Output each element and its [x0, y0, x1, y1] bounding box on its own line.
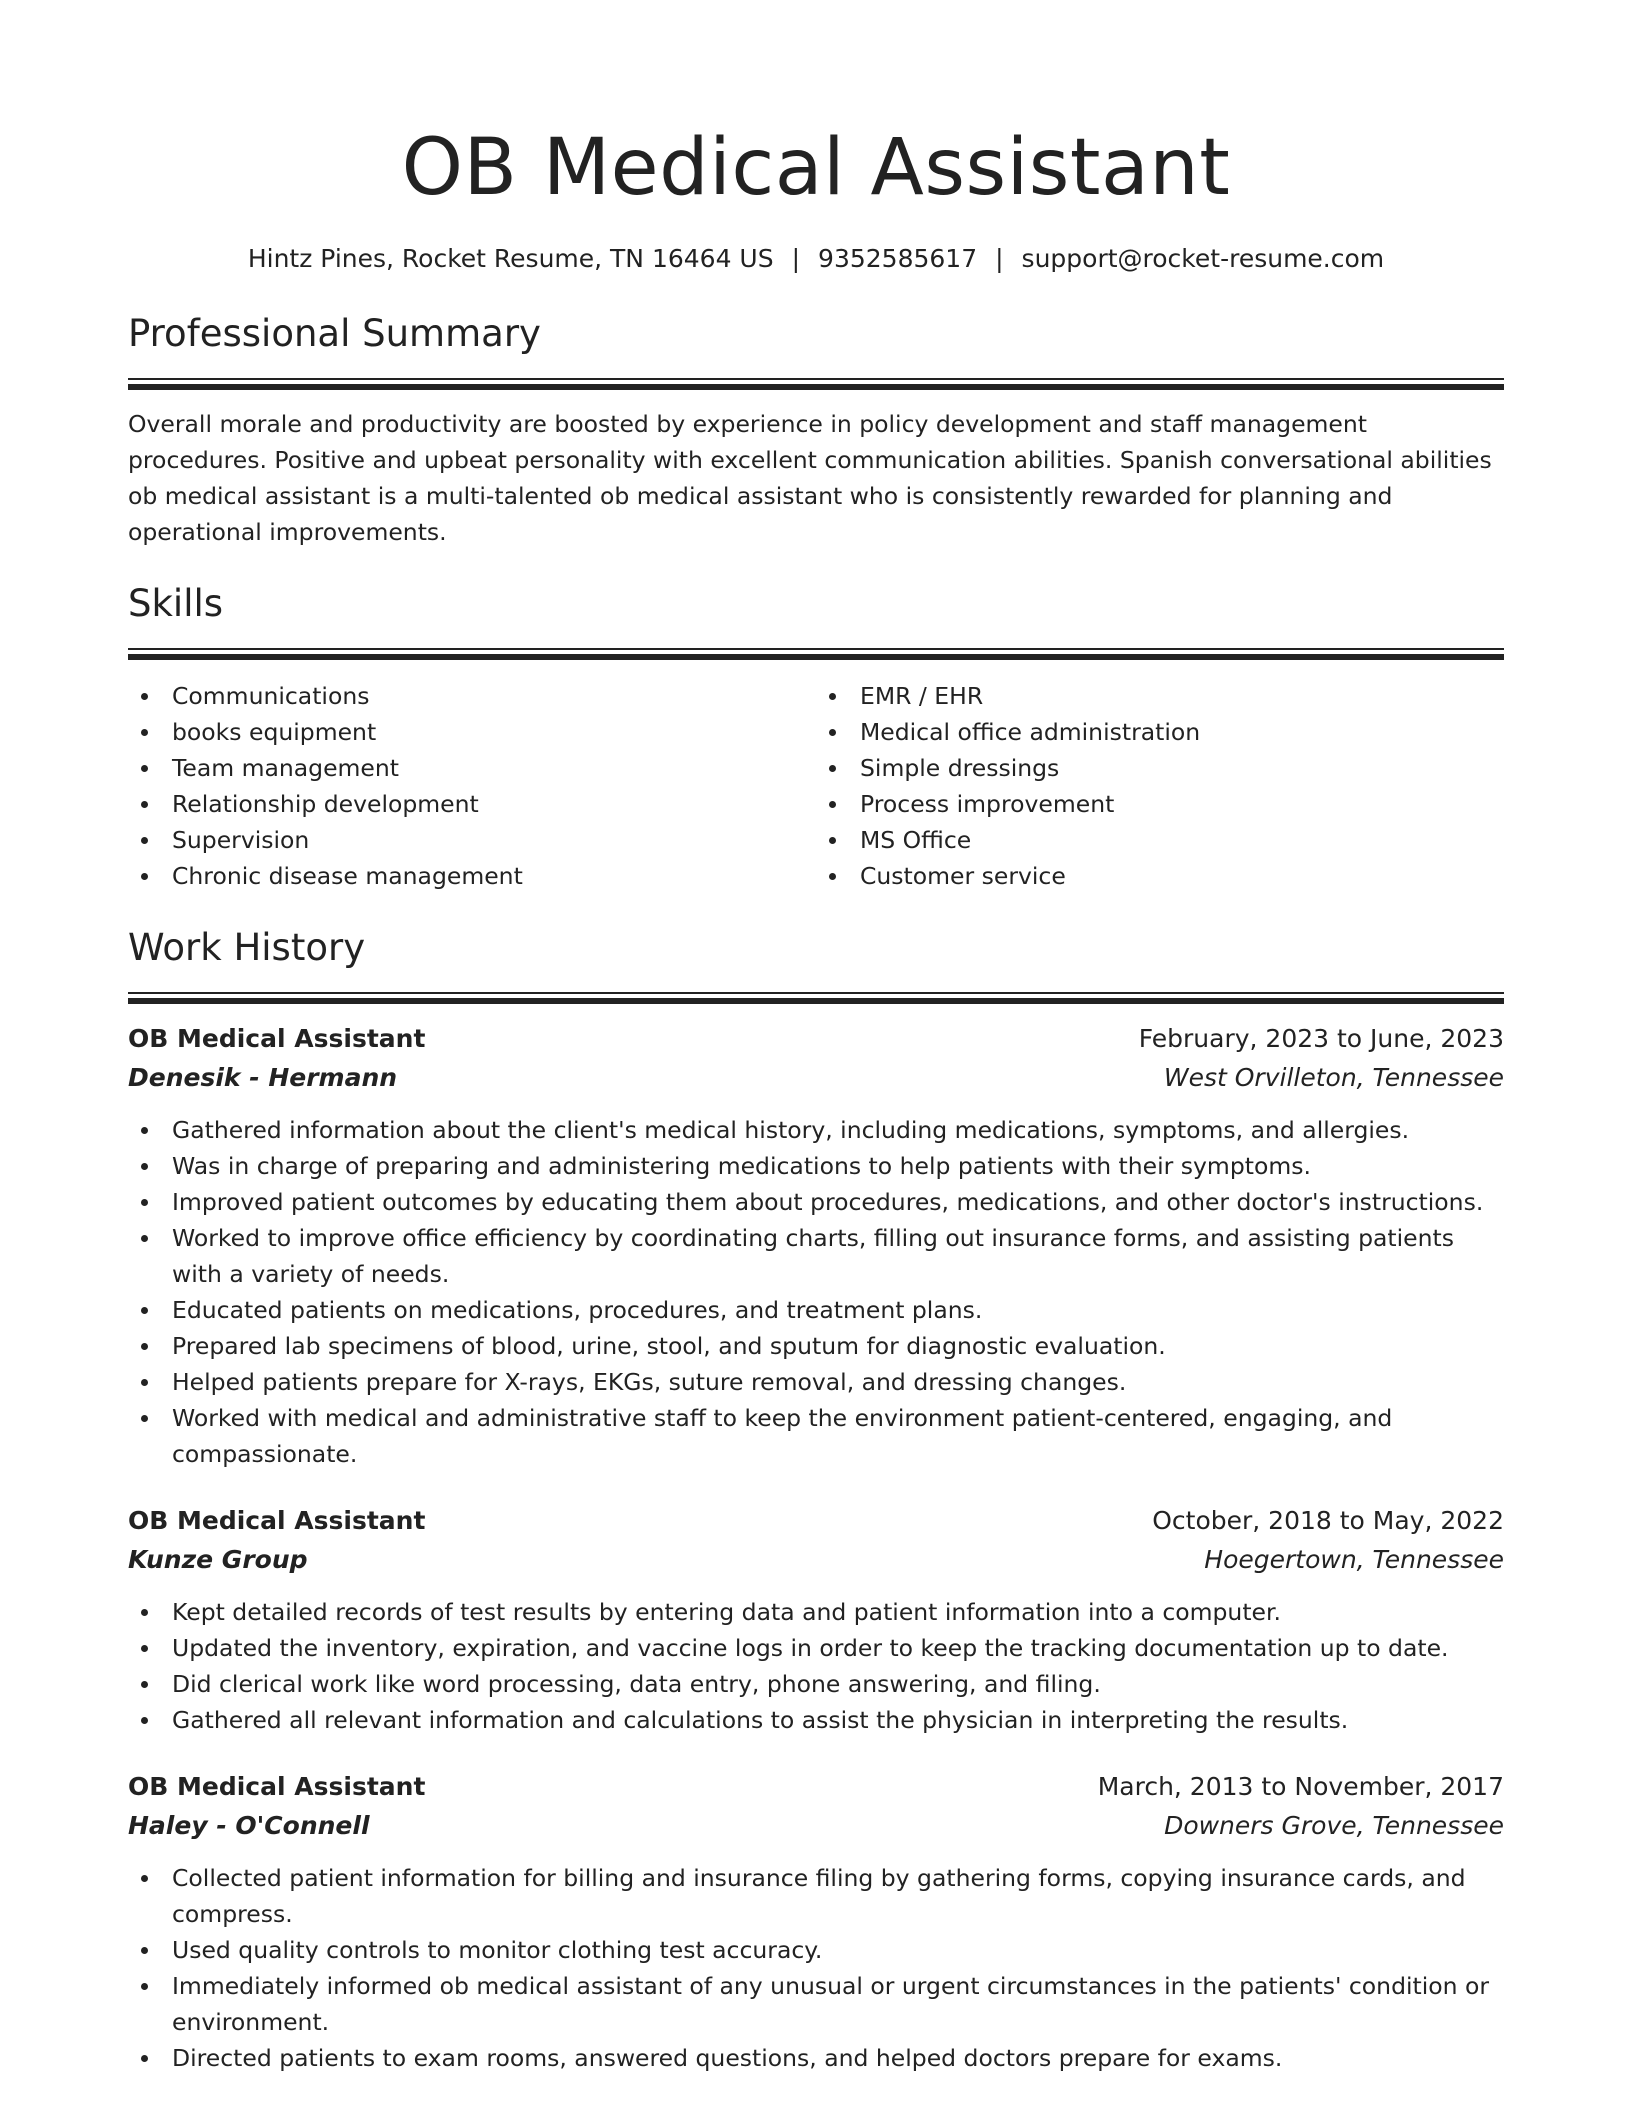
skill-item: Relationship development	[128, 786, 816, 822]
contact-email: support@rocket-resume.com	[1021, 244, 1385, 273]
job-duty: Directed patients to exam rooms, answered questions, and helped doctors prepare for exams.	[128, 2040, 1504, 2076]
job-duty: Helped patients prepare for X-rays, EKGs, suture removal, and dressing changes.	[128, 1364, 1504, 1400]
job-location: Downers Grove, Tennessee	[1164, 1811, 1504, 1840]
summary-heading: Professional Summary	[128, 312, 541, 355]
job-duty: Prepared lab specimens of blood, urine, stool, and sputum for diagnostic evaluation.	[128, 1328, 1504, 1364]
job-entry	[128, 1502, 1504, 1738]
job-title: OB Medical Assistant	[128, 1506, 426, 1535]
contact-line	[128, 242, 1504, 276]
job-duty: Worked with medical and administrative staff to keep the environment patient-centered, engaging, and compassionate.	[128, 1400, 1504, 1472]
job-duty: Updated the inventory, expiration, and vaccine logs in order to keep the tracking documentation up to date.	[128, 1630, 1504, 1666]
contact-separator: |	[995, 244, 1004, 273]
job-subheader	[128, 1540, 1504, 1580]
section-divider	[128, 648, 1504, 660]
job-duty: Was in charge of preparing and administering medications to help patients with their symptoms.	[128, 1148, 1504, 1184]
job-duty: Kept detailed records of test results by entering data and patient information into a computer.	[128, 1594, 1504, 1630]
contact-separator: |	[791, 244, 801, 273]
work-history-heading: Work History	[128, 926, 366, 969]
job-dates: October, 2018 to May, 2022	[1152, 1506, 1504, 1535]
job-company: Denesik - Hermann	[128, 1063, 398, 1092]
job-duties	[128, 1112, 1504, 1472]
job-header	[128, 1768, 1504, 1806]
job-subheader	[128, 1806, 1504, 1846]
section-divider	[128, 992, 1504, 1004]
work-history-section	[128, 924, 1504, 2076]
job-duties	[128, 1594, 1504, 1738]
skills-grid	[128, 678, 1504, 894]
skill-item: Communications	[128, 678, 816, 714]
skills-section	[128, 580, 1504, 894]
skills-column-right	[816, 678, 1504, 894]
job-entry	[128, 1020, 1504, 1472]
resume-title: OB Medical Assistant	[401, 123, 1231, 213]
summary-section	[128, 310, 1504, 550]
job-header	[128, 1502, 1504, 1540]
job-duty: Immediately informed ob medical assistant of any unusual or urgent circumstances in the patients' condition or environment.	[128, 1968, 1504, 2040]
job-entry	[128, 1768, 1504, 2076]
section-divider	[128, 378, 1504, 390]
job-duty: Gathered information about the client's medical history, including medications, symptoms, and allergies.	[128, 1112, 1504, 1148]
job-duty: Gathered all relevant information and calculations to assist the physician in interpreting the results.	[128, 1702, 1504, 1738]
job-subheader	[128, 1058, 1504, 1098]
skill-item: EMR / EHR	[816, 678, 1504, 714]
job-title: OB Medical Assistant	[128, 1024, 426, 1053]
job-duty: Improved patient outcomes by educating them about procedures, medications, and other doctor's instructions.	[128, 1184, 1504, 1220]
skill-item: books equipment	[128, 714, 816, 750]
skill-item: Team management	[128, 750, 816, 786]
contact-address: Hintz Pines, Rocket Resume, TN 16464 US	[247, 244, 774, 273]
contact-phone: 9352585617	[818, 244, 978, 273]
job-dates: March, 2013 to November, 2017	[1097, 1772, 1504, 1801]
skill-item: Process improvement	[816, 786, 1504, 822]
skills-heading: Skills	[128, 582, 224, 625]
job-duty: Did clerical work like word processing, data entry, phone answering, and filing.	[128, 1666, 1504, 1702]
job-header	[128, 1020, 1504, 1058]
job-duty: Used quality controls to monitor clothing test accuracy.	[128, 1932, 1504, 1968]
job-duty: Collected patient information for billing and insurance filing by gathering forms, copying insurance cards, and compress.	[128, 1860, 1504, 1932]
job-title: OB Medical Assistant	[128, 1772, 426, 1801]
job-dates: February, 2023 to June, 2023	[1138, 1024, 1504, 1053]
skill-item: Supervision	[128, 822, 816, 858]
skill-item: Chronic disease management	[128, 858, 816, 894]
job-company: Haley - O'Connell	[128, 1811, 370, 1840]
job-location: West Orvilleton, Tennessee	[1163, 1063, 1504, 1092]
job-company: Kunze Group	[128, 1545, 308, 1574]
skill-item: Simple dressings	[816, 750, 1504, 786]
skill-item: Customer service	[816, 858, 1504, 894]
job-duty: Worked to improve office efficiency by coordinating charts, filling out insurance forms, and assisting patients with a variety of needs.	[128, 1220, 1504, 1292]
skill-item: MS Office	[816, 822, 1504, 858]
skills-column-left	[128, 678, 816, 894]
job-location: Hoegertown, Tennessee	[1204, 1545, 1504, 1574]
job-duty: Educated patients on medications, procedures, and treatment plans.	[128, 1292, 1504, 1328]
skill-item: Medical office administration	[816, 714, 1504, 750]
summary-text: Overall morale and productivity are boosted by experience in policy development and staff management procedures. Positive and upbeat personality with excellent communication abilities. Spanish conversational abilities ob medical assistant is a multi-talented ob medical assistant who is consistently rewarded for planning and operational improvements.	[128, 410, 1492, 546]
job-duties	[128, 1860, 1504, 2076]
